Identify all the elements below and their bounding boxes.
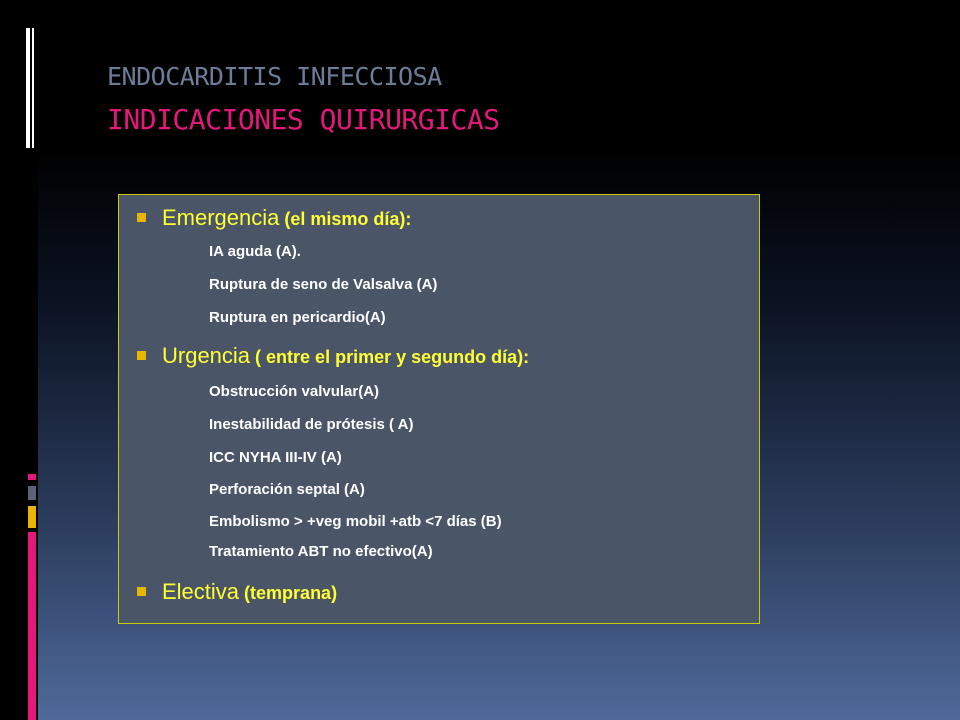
section-electiva — [137, 579, 337, 605]
section-qualifier: ( entre el primer y segundo día): — [250, 347, 530, 367]
section-emergencia — [137, 205, 411, 231]
accent-bar-gray — [28, 486, 36, 500]
accent-bar-yellow — [28, 506, 36, 528]
list-item: Perforación septal (A) — [209, 481, 365, 498]
list-item: Tratamiento ABT no efectivo(A) — [209, 543, 433, 560]
list-item: Ruptura de seno de Valsalva (A) — [209, 276, 438, 293]
accent-bar-pink-2 — [28, 532, 36, 720]
list-item: Ruptura en pericardio(A) — [209, 309, 386, 326]
bullet-square-icon — [137, 351, 146, 360]
content-box — [118, 194, 760, 624]
list-item: ICC NYHA III-IV (A) — [209, 449, 342, 466]
section-label: Emergencia — [162, 205, 280, 230]
section-qualifier: (el mismo día): — [279, 209, 412, 229]
list-item: IA aguda (A). — [209, 243, 301, 260]
section-label: Urgencia — [162, 343, 251, 368]
section-label: Electiva — [162, 579, 240, 604]
accent-bar-pink-1 — [28, 474, 36, 480]
slide-title-line1: ENDOCARDITIS INFECCIOSA — [107, 62, 442, 91]
list-item: Embolismo > +veg mobil +atb <7 días (B) — [209, 513, 502, 530]
section-urgencia — [137, 343, 529, 369]
section-qualifier: (temprana) — [239, 583, 338, 603]
bullet-square-icon — [137, 213, 146, 222]
accent-bar-white-top — [26, 28, 30, 148]
list-item: Obstrucción valvular(A) — [209, 383, 380, 400]
slide-title-line2: INDICACIONES QUIRURGICAS — [107, 103, 500, 136]
accent-bar-white-top-2 — [32, 28, 34, 148]
list-item: Inestabilidad de prótesis ( A) — [209, 416, 414, 433]
bullet-square-icon — [137, 587, 146, 596]
